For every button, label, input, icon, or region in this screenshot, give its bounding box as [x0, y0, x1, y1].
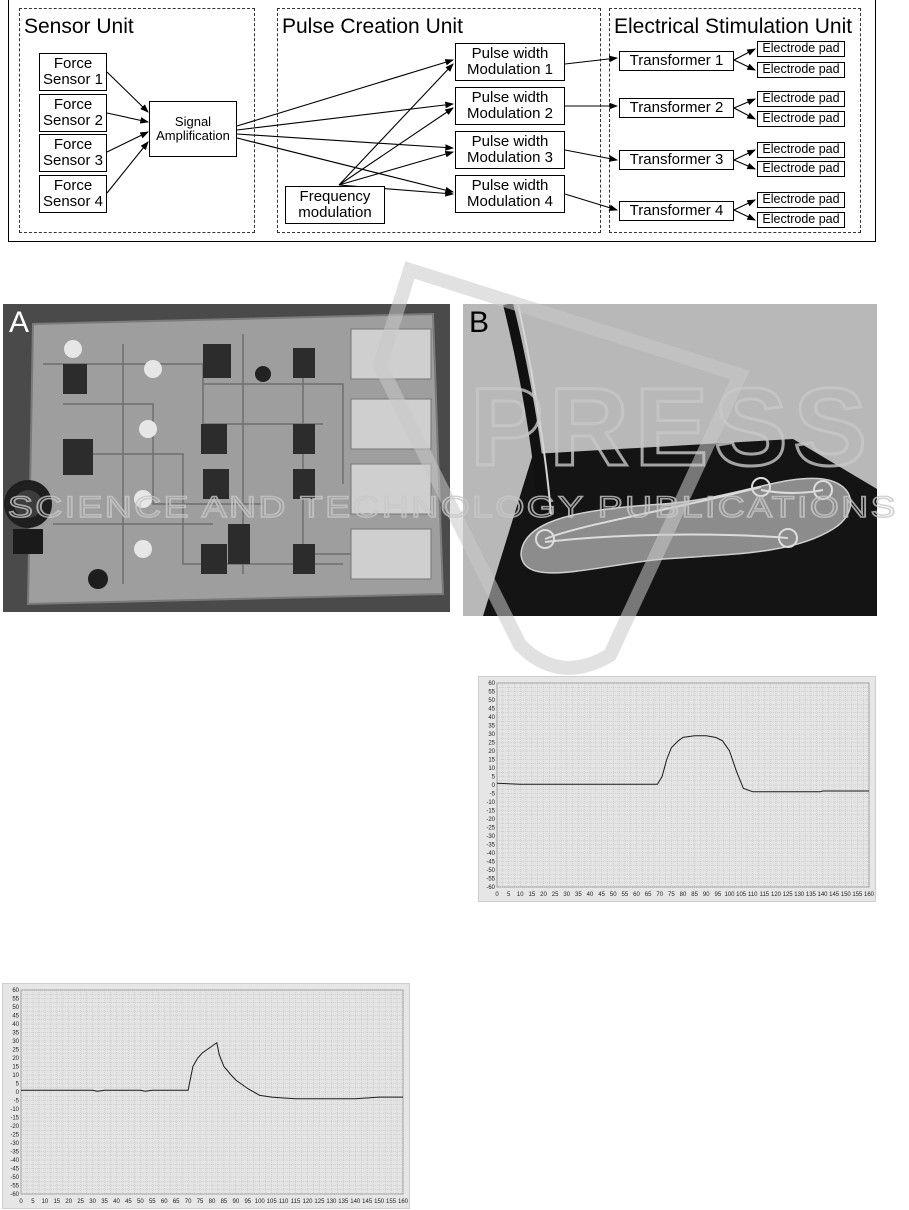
x-tick-label: 5	[506, 892, 511, 898]
x-tick-label: 145	[362, 1199, 373, 1205]
y-tick-label: 60	[12, 988, 19, 994]
y-tick-label: -30	[486, 834, 495, 840]
x-tick-label: 90	[702, 892, 710, 898]
electrode-pad-6: Electrode pad	[757, 161, 845, 177]
x-tick-label: 115	[759, 892, 770, 898]
y-tick-label: -55	[486, 876, 495, 883]
x-tick-label: 10	[41, 1199, 49, 1205]
x-tick-label: 75	[196, 1199, 204, 1205]
x-tick-label: 65	[644, 892, 652, 898]
x-tick-label: 100	[724, 892, 735, 898]
y-tick-label: 30	[488, 732, 495, 738]
watermark-small-text: SCIENCE AND TECHNOLOGY PUBLICATIONS	[8, 491, 898, 524]
x-tick-label: 35	[575, 892, 582, 898]
y-tick-label: -5	[13, 1098, 19, 1105]
x-tick-label: 155	[852, 892, 863, 898]
insole-drawing	[463, 304, 877, 616]
y-tick-label: 15	[12, 1064, 19, 1071]
force-sensor-4-box: Force Sensor 4	[39, 175, 107, 213]
x-tick-label: 25	[551, 892, 559, 898]
y-tick-label: -60	[486, 885, 495, 891]
electrode-pad-1: Electrode pad	[757, 41, 845, 57]
x-tick-label: 40	[586, 892, 594, 898]
y-tick-label: -20	[10, 1124, 19, 1130]
x-tick-label: 50	[609, 892, 617, 898]
x-tick-label: 30	[89, 1199, 96, 1205]
y-tick-label: -25	[10, 1132, 19, 1139]
force-sensor-2-box: Force Sensor 2	[39, 94, 107, 132]
watermark-large-text: PRESS	[470, 366, 873, 489]
transformer-2-box: Transformer 2	[619, 98, 734, 118]
x-tick-label: 160	[863, 892, 875, 898]
x-tick-label: 140	[350, 1199, 361, 1205]
y-tick-label: -10	[486, 800, 495, 806]
x-tick-label: 80	[679, 892, 687, 898]
y-tick-label: -25	[486, 825, 495, 832]
x-tick-label: 95	[714, 892, 722, 898]
x-tick-label: 60	[160, 1199, 168, 1205]
x-tick-label: 10	[516, 892, 524, 898]
sensor-unit-title: Sensor Unit	[24, 15, 134, 38]
y-tick-label: -5	[489, 791, 495, 798]
pulse-creation-unit-title: Pulse Creation Unit	[282, 15, 463, 38]
x-tick-label: 160	[397, 1199, 409, 1205]
x-tick-label: 50	[137, 1199, 144, 1205]
y-tick-label: -15	[486, 808, 495, 815]
x-tick-label: 115	[290, 1199, 301, 1205]
y-tick-label: 0	[491, 783, 495, 789]
x-tick-label: 155	[386, 1199, 397, 1205]
x-tick-label: 100	[254, 1199, 265, 1205]
x-tick-label: 125	[314, 1199, 325, 1205]
y-tick-label: -60	[10, 1192, 19, 1198]
pwm-2-box: Pulse width Modulation 2	[455, 87, 565, 125]
y-tick-label: -40	[486, 851, 495, 857]
x-tick-label: 110	[278, 1199, 289, 1205]
x-tick-label: 60	[633, 892, 640, 898]
system-block-diagram	[8, 0, 876, 242]
x-tick-label: 20	[65, 1199, 73, 1205]
chart-1-plot	[479, 677, 877, 903]
y-tick-label: 20	[12, 1056, 19, 1062]
y-tick-label: 60	[488, 681, 495, 687]
x-tick-label: 70	[184, 1199, 192, 1205]
frequency-modulation-box: Frequency modulation	[285, 186, 385, 224]
x-tick-label: 0	[495, 892, 499, 898]
y-tick-label: -35	[10, 1149, 19, 1156]
x-tick-label: 80	[208, 1199, 216, 1205]
electrode-pad-4: Electrode pad	[757, 111, 845, 127]
force-sensor-3-box: Force Sensor 3	[39, 134, 107, 172]
y-tick-label: 10	[488, 766, 495, 772]
pwm-3-box: Pulse width Modulation 3	[455, 131, 565, 169]
y-tick-label: 25	[12, 1047, 19, 1054]
y-tick-label: 25	[488, 740, 495, 747]
y-tick-label: -10	[10, 1107, 19, 1113]
y-tick-label: 45	[12, 1013, 19, 1020]
y-tick-label: -55	[10, 1183, 19, 1190]
x-tick-label: 90	[232, 1199, 240, 1205]
signal-amplification-box: Signal Amplification	[149, 101, 237, 157]
x-tick-label: 135	[338, 1199, 349, 1205]
circuit-board-photo	[3, 304, 450, 612]
x-tick-label: 5	[31, 1199, 35, 1205]
electrode-pad-8: Electrode pad	[757, 212, 845, 228]
pwm-4-box: Pulse width Modulation 4	[455, 175, 565, 213]
x-tick-label: 145	[829, 892, 840, 898]
pwm-1-box: Pulse width Modulation 1	[455, 43, 565, 81]
y-tick-label: 40	[488, 715, 495, 721]
electrode-pad-5: Electrode pad	[757, 142, 845, 158]
y-tick-label: 5	[491, 774, 495, 781]
y-tick-label: 45	[488, 706, 495, 713]
force-sensor-1-box: Force Sensor 1	[39, 53, 107, 91]
y-tick-label: 40	[12, 1022, 19, 1028]
x-tick-label: 70	[656, 892, 664, 898]
y-tick-label: 55	[12, 996, 19, 1003]
chart-2-plot	[3, 984, 411, 1210]
x-tick-label: 0	[19, 1199, 23, 1205]
electrode-pad-7: Electrode pad	[757, 192, 845, 208]
x-tick-label: 120	[770, 892, 782, 898]
y-tick-label: 20	[488, 749, 495, 755]
x-tick-label: 110	[747, 892, 758, 898]
x-tick-label: 30	[563, 892, 571, 898]
force-signal-chart-1	[478, 676, 876, 902]
y-tick-label: 5	[15, 1081, 19, 1088]
x-tick-label: 130	[326, 1199, 337, 1205]
y-tick-label: 35	[488, 723, 495, 730]
x-tick-label: 20	[540, 892, 547, 898]
y-tick-label: 35	[12, 1030, 19, 1037]
x-tick-label: 45	[598, 892, 605, 898]
x-tick-label: 15	[53, 1199, 61, 1205]
y-tick-label: 30	[12, 1039, 19, 1045]
y-tick-label: 55	[488, 689, 495, 696]
x-tick-label: 25	[77, 1199, 85, 1205]
electrical-stimulation-unit-title: Electrical Stimulation Unit	[614, 15, 853, 38]
x-tick-label: 140	[817, 892, 828, 898]
x-tick-label: 105	[266, 1199, 277, 1205]
circuit-board-drawing	[3, 304, 450, 612]
x-tick-label: 40	[113, 1199, 120, 1205]
photo-b-label: B	[469, 306, 490, 339]
x-tick-label: 150	[840, 892, 851, 898]
x-tick-label: 55	[621, 892, 629, 898]
y-tick-label: 50	[488, 698, 495, 704]
y-tick-label: -40	[10, 1158, 19, 1164]
y-tick-label: 10	[12, 1073, 19, 1079]
electrode-pad-2: Electrode pad	[757, 62, 845, 78]
y-tick-label: 50	[12, 1005, 19, 1011]
x-tick-label: 75	[668, 892, 675, 898]
x-tick-label: 85	[691, 892, 698, 898]
x-tick-label: 45	[125, 1199, 132, 1205]
y-tick-label: 15	[488, 757, 495, 764]
y-tick-label: 0	[15, 1090, 19, 1096]
x-tick-label: 130	[794, 892, 805, 898]
y-tick-label: -45	[10, 1166, 19, 1173]
y-tick-label: -30	[10, 1141, 19, 1147]
x-tick-label: 125	[782, 892, 793, 898]
y-tick-label: -45	[486, 859, 495, 866]
x-tick-label: 55	[148, 1199, 156, 1205]
x-tick-label: 85	[220, 1199, 228, 1205]
y-tick-label: -15	[10, 1115, 19, 1122]
x-tick-label: 95	[244, 1199, 252, 1205]
y-tick-label: -35	[486, 842, 495, 849]
photo-a-label: A	[9, 306, 30, 339]
y-tick-label: -50	[486, 868, 495, 874]
y-tick-label: -50	[10, 1175, 19, 1181]
x-tick-label: 120	[302, 1199, 313, 1205]
x-tick-label: 15	[528, 892, 536, 898]
x-tick-label: 105	[736, 892, 747, 898]
x-tick-label: 35	[101, 1199, 108, 1205]
transformer-3-box: Transformer 3	[619, 150, 734, 170]
force-signal-chart-2	[2, 983, 410, 1209]
y-tick-label: -20	[486, 817, 495, 823]
transformer-1-box: Transformer 1	[619, 51, 734, 71]
transformer-4-box: Transformer 4	[619, 201, 734, 221]
x-tick-label: 150	[374, 1199, 385, 1205]
x-tick-label: 65	[172, 1199, 180, 1205]
electrode-pad-3: Electrode pad	[757, 91, 845, 107]
x-tick-label: 135	[805, 892, 816, 898]
insole-photo	[463, 304, 877, 616]
